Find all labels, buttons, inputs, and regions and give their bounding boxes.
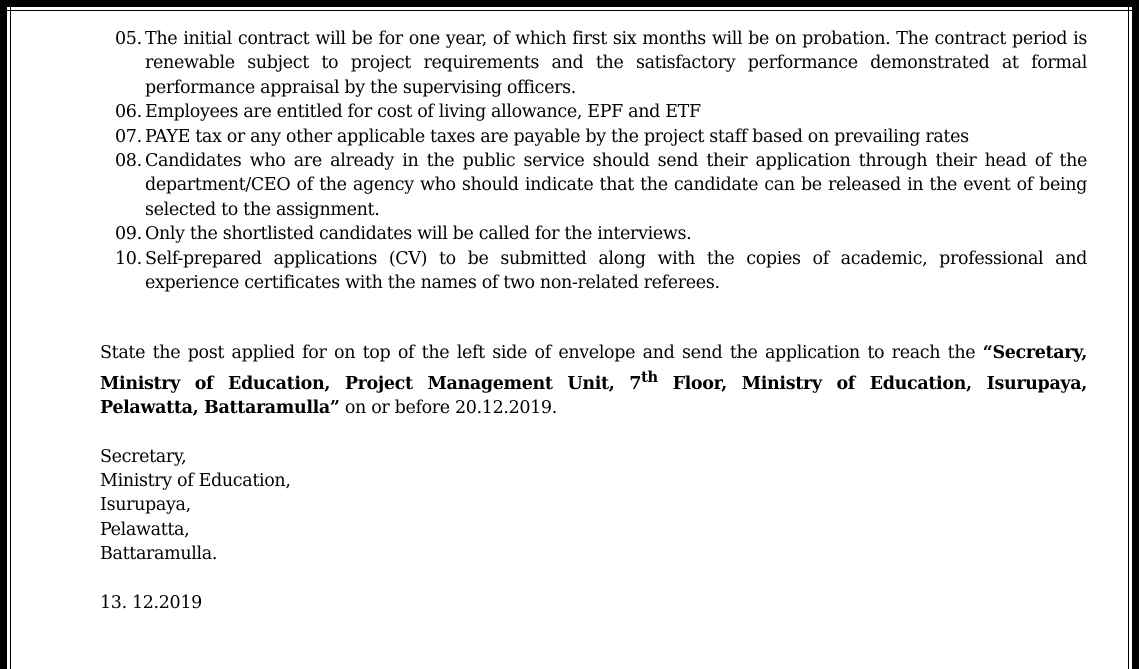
address-line: Battaramulla.: [100, 544, 218, 565]
border-line-right: [1128, 7, 1129, 669]
conditions-list: [100, 27, 1087, 295]
list-item: [100, 247, 1087, 296]
application-instructions: [100, 341, 1087, 420]
list-item-text: Self-prepared applications (CV) to be submitted along with the copies of academic, professional and experience certificates with the names of two non-related referees.: [145, 248, 1087, 294]
document-content: [100, 27, 1087, 615]
list-item-text: Employees are entitled for cost of living allowance, EPF and ETF: [145, 102, 701, 123]
list-item: [100, 222, 1087, 246]
address-line: Isurupaya,: [100, 495, 191, 516]
signature-address-block: [100, 445, 1087, 567]
list-item-number: 10.: [115, 248, 142, 269]
list-item-text: Candidates who are already in the public service should send their application through their head of the department/CEO of the agency who should indicate that the candidate can be released in the event of being selected to the assignment.: [145, 151, 1087, 220]
border-line-top: [7, 10, 1132, 11]
list-item-text: The initial contract will be for one year, of which first six months will be on probation. The contract period is renewable subject to project requirements and the satisfactory performance demonstrated at formal performance appraisal by the supervising officers.: [145, 29, 1087, 98]
list-item-number: 08.: [115, 151, 142, 172]
address-bold-part1: “Secretary, Ministry of Education, Project Management Unit, 7: [100, 343, 1087, 394]
instructions-suffix: on or before 20.12.2019.: [339, 398, 557, 419]
list-item: [100, 27, 1087, 100]
list-item-text: Only the shortlisted candidates will be called for the interviews.: [145, 224, 692, 245]
instructions-prefix: State the post applied for on top of the left side of envelope and send the application to reach the: [100, 343, 983, 364]
address-line: Ministry of Education,: [100, 470, 291, 491]
address-bold-part2: Floor, Ministry of Education, Isurupaya, Pelawatta, Battaramulla”: [100, 373, 1087, 419]
list-item-text: PAYE tax or any other applicable taxes are payable by the project staff based on prevailing rates: [145, 126, 969, 147]
address-line: Secretary,: [100, 446, 187, 467]
border-line-left: [10, 7, 11, 669]
address-bold-superscript: th: [641, 368, 658, 386]
list-item-number: 09.: [115, 224, 142, 245]
list-item-number: 06.: [115, 102, 142, 123]
list-item-number: 07.: [115, 126, 142, 147]
address-line: Pelawatta,: [100, 519, 190, 540]
list-item: [100, 149, 1087, 222]
list-item-number: 05.: [115, 29, 142, 49]
list-item: [100, 100, 1087, 124]
document-date: 13. 12.2019: [100, 592, 202, 613]
list-item: [100, 125, 1087, 149]
